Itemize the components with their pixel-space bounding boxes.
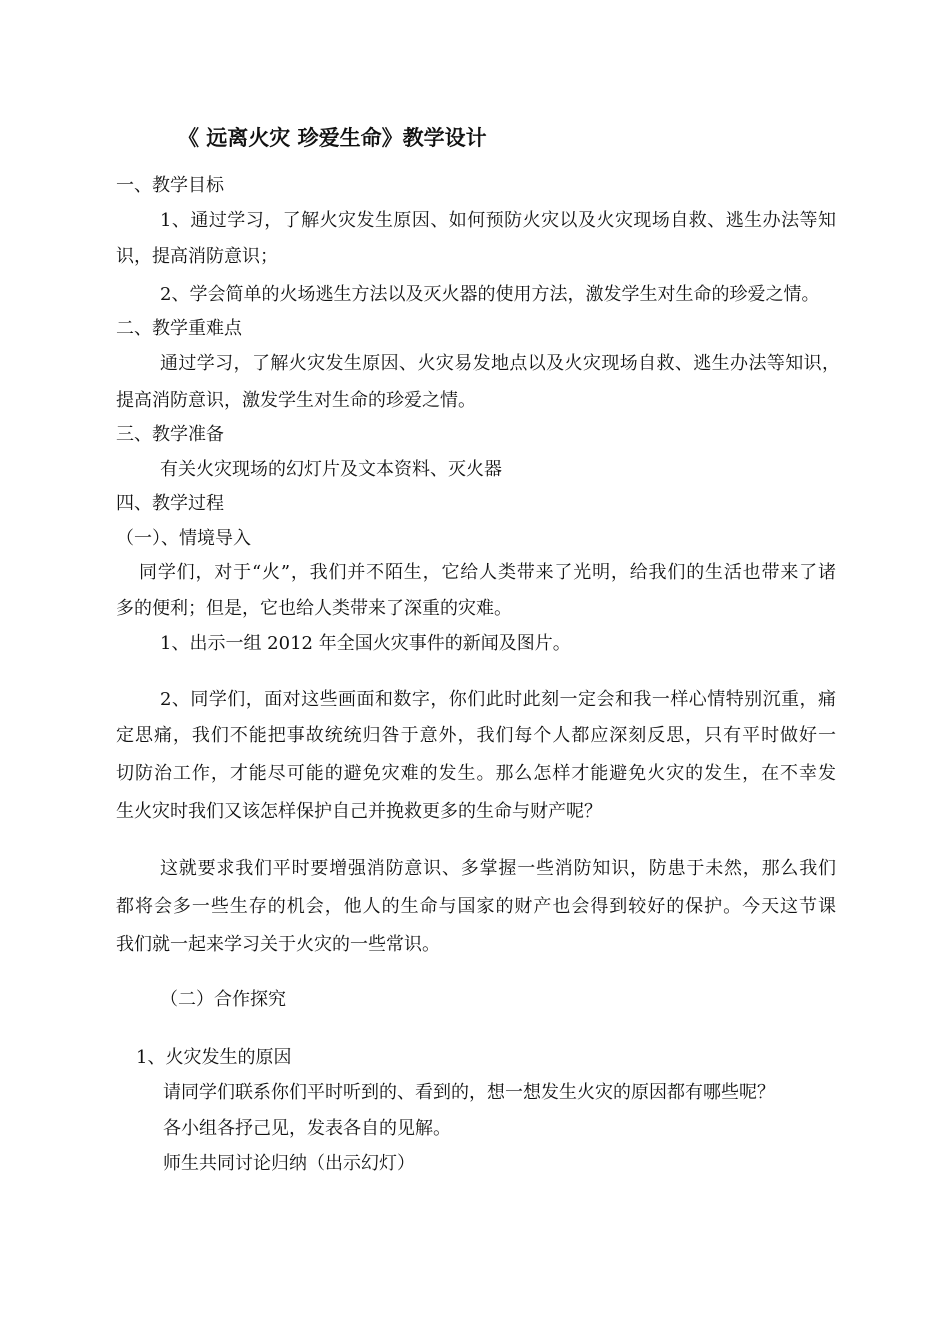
goal-2: 2、学会简单的火场逃生方法以及灭火器的使用方法，激发学生对生命的珍爱之情。 [160,284,820,305]
document-title: 《 远离火灾 珍爱生命》教学设计 [178,126,487,150]
intro-line-1: 同学们，对于“火”，我们并不陌生，它给人类带来了光明，给我们的生活也带来了诸 [139,562,836,583]
section-heading-preparation: 三、教学准备 [116,424,224,445]
section-heading-goals: 一、教学目标 [116,175,224,196]
subsection-heading-cooperation: （二）合作探究 [160,989,286,1010]
item-1-heading: 1、火灾发生的原因 [136,1047,292,1068]
step-2-line-4: 生火灾时我们又该怎样保护自己并挽救更多的生命与财产呢？ [116,801,602,822]
item-1-activity: 各小组各抒己见，发表各自的见解。 [163,1118,451,1139]
step-2-line-2: 定思痛，我们不能把事故统统归咎于意外，我们每个人都应深刻反思，只有平时做好一 [116,725,836,746]
section-heading-process: 四、教学过程 [116,493,224,514]
goal-1-line-1: 1、通过学习，了解火灾发生原因、如何预防火灾以及火灾现场自救、逃生办法等知 [160,210,836,231]
key-points-line-2: 提高消防意识，激发学生对生命的珍爱之情。 [116,390,476,411]
step-2-line-1: 2、同学们，面对这些画面和数字，你们此时此刻一定会和我一样心情特别沉重，痛 [160,689,836,710]
para-3-line-1: 这就要求我们平时要增强消防意识、多掌握一些消防知识，防患于未然，那么我们 [160,858,836,879]
para-3-line-2: 都将会多一些生存的机会，他人的生命与国家的财产也会得到较好的保护。今天这节课 [116,896,836,917]
para-3-line-3: 我们就一起来学习关于火灾的一些常识。 [116,934,440,955]
subsection-heading-intro: （一）、情境导入 [116,528,251,549]
key-points-line-1: 通过学习，了解火灾发生原因、火灾易发地点以及火灾现场自救、逃生办法等知识， [160,353,840,374]
step-1: 1、出示一组 2012 年全国火灾事件的新闻及图片。 [160,633,571,654]
goal-1-line-2: 识，提高消防意识； [116,246,278,267]
preparation-text: 有关火灾现场的幻灯片及文本资料、灭火器 [160,459,502,480]
step-2-line-3: 切防治工作，才能尽可能的避免灾难的发生。那么怎样才能避免火灾的发生，在不幸发 [116,763,836,784]
item-1-question: 请同学们联系你们平时听到的、看到的，想一想发生火灾的原因都有哪些呢？ [163,1082,775,1103]
intro-line-2: 多的便利；但是，它也给人类带来了深重的灾难。 [116,598,512,619]
item-1-summary: 师生共同讨论归纳（出示幻灯） [163,1153,415,1174]
section-heading-key-points: 二、教学重难点 [116,318,242,339]
